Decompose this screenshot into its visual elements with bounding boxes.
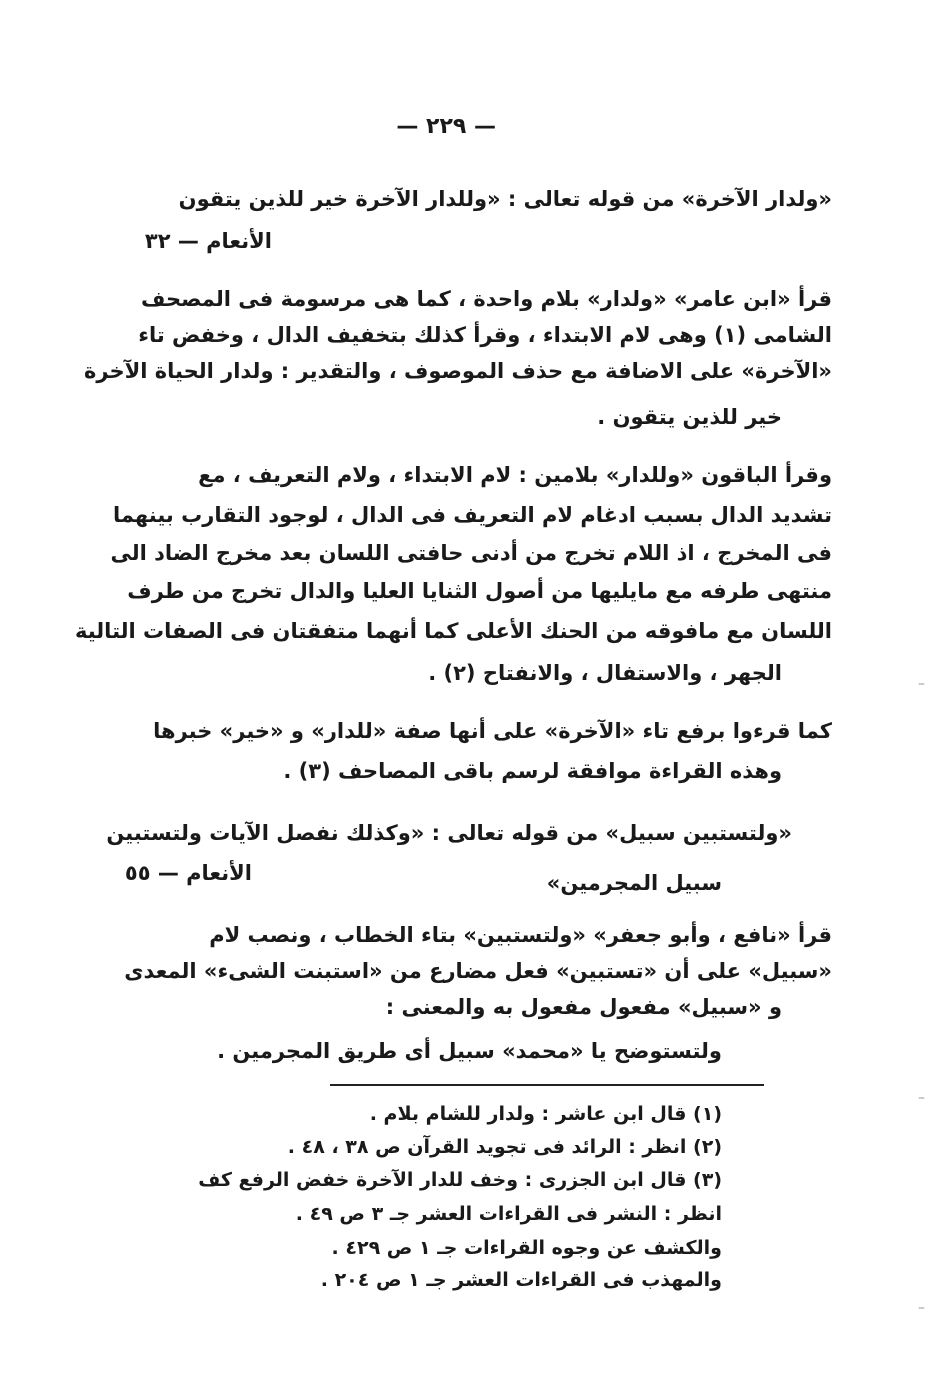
verse-reference-2: الأنعام — ٥٥ [124, 861, 252, 885]
page-number: — ٢٢٩ — [396, 114, 496, 139]
margin-tick: – [918, 1300, 925, 1316]
margin-tick: – [918, 1090, 925, 1106]
heading-verse-1: «ولدار الآخرة» من قوله تعالى : «وللدار الآخرة خير للذين يتقون [178, 187, 832, 211]
margin-tick: – [918, 676, 925, 692]
body-line: وهذه القراءة موافقة لرسم باقى المصاحف (٣) . [283, 759, 782, 783]
body-line: الجهر ، والاستفال ، والانفتاح (٢) . [428, 661, 782, 685]
verse-reference-1: الأنعام — ٣٢ [144, 229, 272, 253]
footnote-3-ref-3: والمهذب فى القراءات العشر جـ ١ ص ٢٠٤ . [320, 1269, 722, 1291]
body-line: قرأ «نافع ، وأبو جعفر» «ولتستبين» بتاء الخطاب ، ونصب لام [209, 923, 832, 947]
body-line: تشديد الدال بسبب ادغام لام التعريف فى الدال ، لوجود التقارب بينهما [112, 503, 832, 527]
footnote-2: (٢) انظر : الرائد فى تجويد القرآن ص ٣٨ ، ٤٨ . [287, 1136, 722, 1158]
footnote-1: (١) قال ابن عاشر : ولدار للشام بلام . [369, 1103, 722, 1125]
body-line: اللسان مع مافوقه من الحنك الأعلى كما أنهما متفقتان فى الصفات التالية [74, 619, 832, 643]
body-line: وقرأ الباقون «وللدار» بلامين : لام الابتداء ، ولام التعريف ، مع [198, 463, 832, 487]
body-line: كما قرءوا برفع تاء «الآخرة» على أنها صفة «للدار» و «خير» خبرها [153, 719, 832, 743]
body-line: منتهى طرفه مع مايليها من أصول الثنايا العليا والدال تخرج من طرف [127, 579, 832, 603]
body-line: ولتستوضح يا «محمد» سبيل أى طريق المجرمين . [217, 1039, 722, 1063]
body-line: خير للذين يتقون . [597, 405, 782, 429]
footnote-3-ref-1: انظر : النشر فى القراءات العشر جـ ٣ ص ٤٩ . [295, 1203, 722, 1225]
body-line: «سبيل» على أن «تستبين» فعل مضارع من «استبنت الشىء» المعدى [124, 959, 832, 983]
footnote-3-ref-2: والكشف عن وجوه القراءات جـ ١ ص ٤٢٩ . [331, 1237, 722, 1259]
heading-verse-2-cont: سبيل المجرمين» [546, 871, 722, 895]
footnote-divider [330, 1084, 764, 1086]
body-line: قرأ «ابن عامر» «ولدار» بلام واحدة ، كما هى مرسومة فى المصحف [140, 287, 832, 311]
heading-verse-2: «ولتستبين سبيل» من قوله تعالى : «وكذلك نفصل الآيات ولتستبين [106, 821, 792, 845]
body-line: «الآخرة» على الاضافة مع حذف الموصوف ، والتقدير : ولدار الحياة الآخرة [84, 359, 832, 383]
footnote-3: (٣) قال ابن الجزرى : وخف للدار الآخرة خفض الرفع كف [198, 1169, 722, 1191]
body-line: الشامى (١) وهى لام الابتداء ، وقرأ كذلك بتخفيف الدال ، وخفض تاء [138, 323, 832, 347]
body-line: و «سبيل» مفعول مفعول به والمعنى : [385, 995, 782, 1019]
body-line: فى المخرج ، اذ اللام تخرج من أدنى حافتى اللسان بعد مخرج الضاد الى [110, 541, 832, 565]
